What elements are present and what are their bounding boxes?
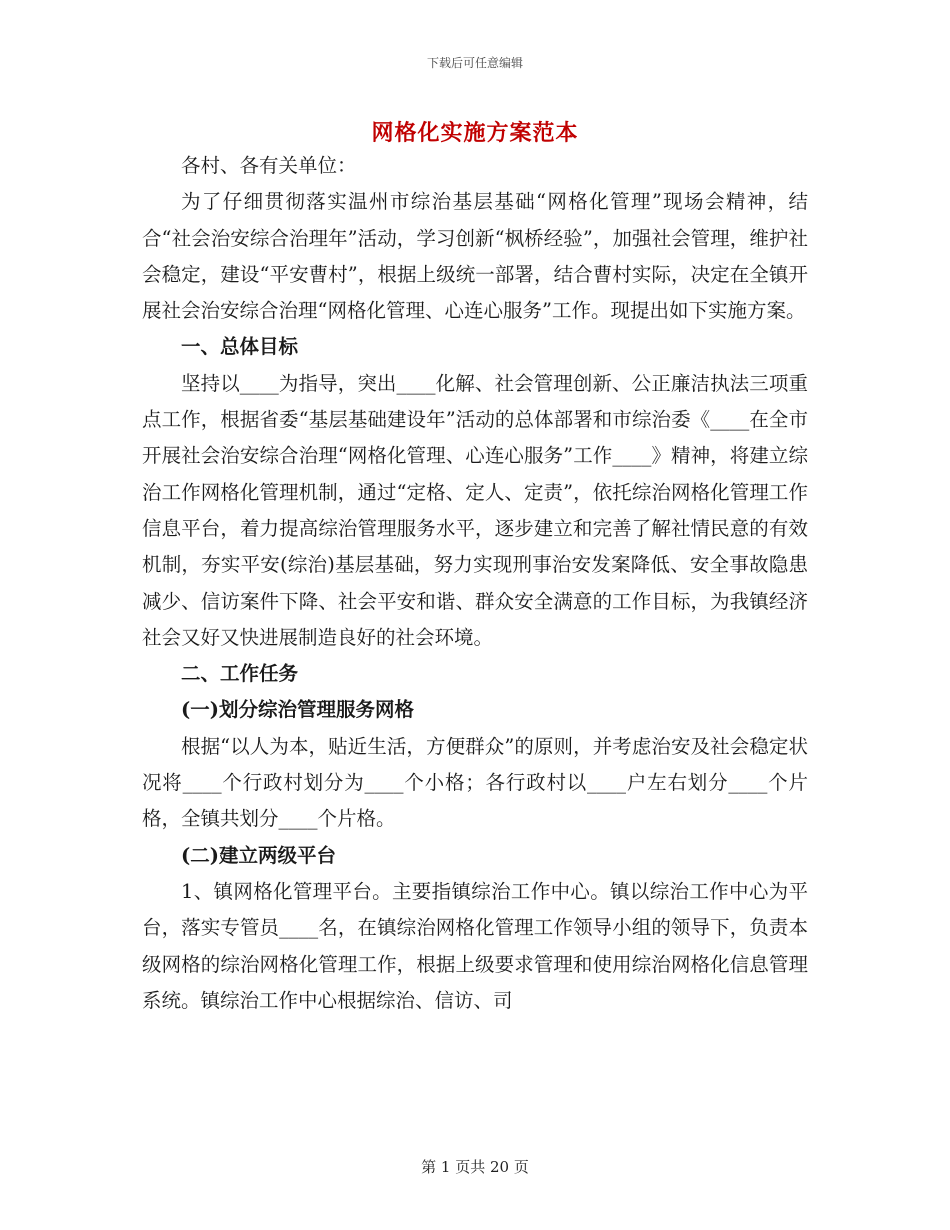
paragraph: 坚持以____为指导，突出____化解、社会管理创新、公正廉洁执法三项重点工作，根据省委“基层基础建设年”活动的总体部署和市综治委《____在全市开展社会治安综合治理“网格化管理、心连心服务”工作____》精神，将建立综治工作网格化管理机制，通过“定格、定人、定责”，依托综治网格化管理工作信息平台，着力提高综治管理服务水平，逐步建立和完善了解社情民意的有效机制，夯实平安(综治)基层基础，努力实现刑事治安发案降低、安全事故隐患减少、信访案件下降、社会平安和谐、群众安全满意的工作目标，为我镇经济社会又好又快进展制造良好的社会环境。 [142,371,808,649]
paragraph: 为了仔细贯彻落实温州市综治基层基础“网格化管理”现场会精神，结合“社会治安综合治理年”活动，学习创新“枫桥经验”，加强社会管理，维护社会稳定，建设“平安曹村”，根据上级统一部署，结合曹村实际，决定在全镇开展社会治安综合治理“网格化管理、心连心服务”工作。现提出如下实施方案。 [142,190,808,323]
document-body [142,148,808,1019]
paragraph: 1、镇网格化管理平台。主要指镇综治工作中心。镇以综治工作中心为平台，落实专管员____名，在镇综治网格化管理工作领导小组的领导下，负责本级网格的综治网格化管理工作，根据上级要求管理和使用综治网格化信息管理系统。镇综治工作中心根据综治、信访、司 [142,879,808,1012]
subsection-heading: (二)建立两级平台 [181,843,336,867]
paragraph: 根据“以人为本，贴近生活，方便群众”的原则，并考虑治安及社会稳定状况将____个行政村划分为____个小格；各行政村以____户左右划分____个片格，全镇共划分____个片格。 [142,734,808,831]
subsection-heading: (一)划分综治管理服务网格 [181,698,414,722]
salutation: 各村、各有关单位： [181,154,357,177]
section-heading: 二、工作任务 [181,662,299,686]
document-title: 网格化实施方案范本 [371,120,579,146]
page-number: 第 1 页共 20 页 [421,1158,529,1176]
header-note: 下载后可任意编辑 [426,56,523,70]
section-heading: 一、总体目标 [181,335,299,359]
